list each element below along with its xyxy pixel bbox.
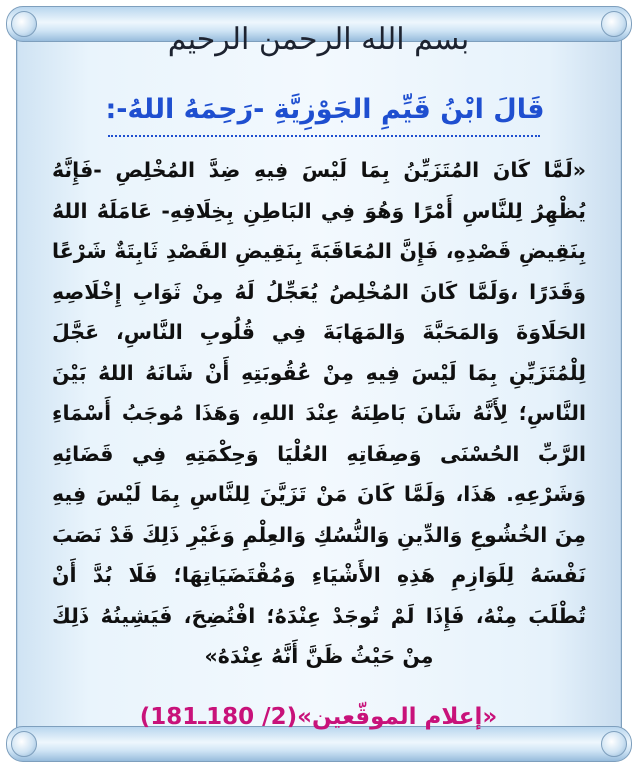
source-citation: «إعلام الموقّعين»(2/ 180ـ181) [139,704,498,730]
roll-cap-right [601,731,627,757]
basmala-calligraphy: بسم الله الرحمن الرحيم [167,22,470,57]
quote-heading: قَالَ ابْنُ قَيِّمِ الجَوْزِيَّةِ -رَحِمَهُ اللهُ-: [105,94,545,125]
quote-text: «لَمَّا كَانَ المُتَزَيِّنُ بِمَا لَيْسَ فِيهِ ضِدَّ المُخْلِصِ -فَإِنَّهُ يُظْهِرُ لِلنَّاسِ أَمْرًا وَهُوَ فِي البَاطِنِ بِخِلَافِهِ- عَامَلَهُ اللهُ بِنَقِيضِ قَصْدِهِ، فَإِنَّ المُعَاقَبَةَ بِنَقِيضِ القَصْدِ ثَابِتَةٌ شَرْعًا وَقَدَرًا ،وَلَمَّا كَانَ المُخْلِصُ يُعَجِّلُ لَهُ مِنْ ثَوَابِ إِخْلَاصِهِ الحَلَاوَةَ وَالمَحَبَّةَ وَالمَهَابَةَ فِي قُلُوبِ النَّاسِ، عَجَّلَ لِلْمُتَزَيِّنِ بِمَا لَيْسَ فِيهِ مِنْ عُقُوبَتِهِ أَنْ شَانَهُ اللهُ بَيْنَ النَّاسِ؛ لِأَنَّهُ شَانَ بَاطِنَهُ عِنْدَ اللهِ، وَهَذَا مُوجَبُ أَسْمَاءِ الرَّبِّ الحُسْنَى وَصِفَاتِهِ العُلْيَا وَحِكْمَتِهِ فِي قَضَائِهِ وَشَرْعِهِ. هَذَا، وَلَمَّا كَانَ مَنْ تَزَيَّنَ لِلنَّاسِ بِمَا لَيْسَ فِيهِ مِنَ الخُشُوعِ وَالدِّينِ وَالنُّسُكِ وَالعِلْمِ وَغَيْرِ ذَلِكَ قَدْ نَصَبَ نَفْسَهُ لِلَوَازِمِ هَذِهِ الأَشْيَاءِ وَمُقْتَضَيَاتِهَا؛ فَلَا بُدَّ أَنْ تُطْلَبَ مِنْهُ، فَإِذَا لَمْ تُوجَدْ عِنْدَهُ؛ افْتُضِحَ، فَيَشِينُهُ ذَلِكَ مِنْ حَيْثُ ظَنَّ أَنَّهُ عِنْدَهُ» [52,158,586,668]
scroll-bottom-roll [6,726,632,762]
heading-underline [108,135,540,137]
roll-cap-left [11,731,37,757]
